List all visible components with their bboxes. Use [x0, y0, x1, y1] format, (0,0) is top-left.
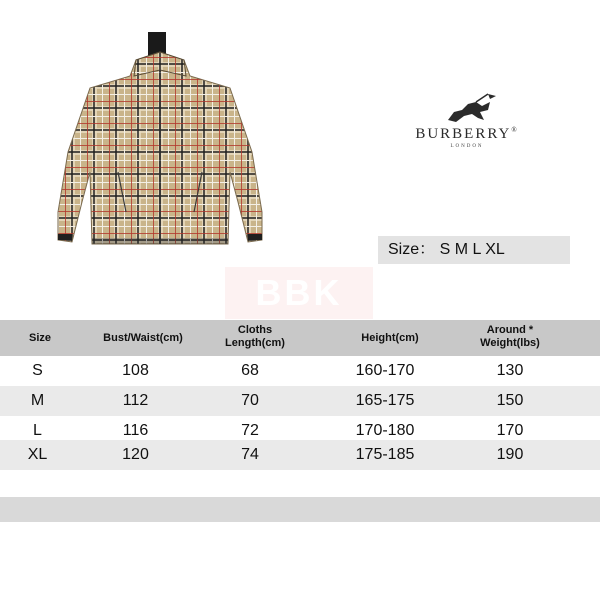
product-image [40, 32, 280, 257]
watermark: BBK [225, 267, 373, 319]
available-sizes-label [378, 236, 570, 264]
cell-length: 74 [241, 446, 259, 463]
cell-bust: 108 [122, 362, 149, 379]
size-title: Size： [388, 241, 436, 258]
cell-height: 160-170 [355, 362, 415, 379]
header-weight: Around * Weight(lbs) [480, 324, 540, 349]
cell-height: 165-175 [355, 392, 415, 409]
cell-length: 72 [241, 422, 259, 439]
size-table-header [0, 320, 600, 356]
header-length: Cloths Length(cm) [225, 324, 285, 349]
cell-bust: 116 [122, 422, 149, 439]
header-size: Size [28, 332, 51, 344]
header-bust: Bust/Waist(cm) [103, 332, 183, 344]
cell-size: XL [27, 446, 48, 463]
cell-size: S [32, 362, 43, 379]
equestrian-knight-icon [392, 92, 542, 126]
brand-location: LONDON [450, 144, 484, 149]
table-row [0, 356, 600, 386]
cell-weight: 130 [496, 362, 524, 379]
size-values: S M L XL [439, 241, 505, 258]
cell-bust: 112 [122, 392, 149, 409]
cell-bust: 120 [122, 446, 149, 463]
table-row [0, 386, 600, 416]
table-row [0, 440, 600, 470]
cell-weight: 190 [496, 446, 524, 463]
cell-height: 175-185 [355, 446, 415, 463]
cell-weight: 150 [496, 392, 524, 409]
brand-wordmark: BURBERRY® [415, 126, 519, 142]
cell-height: 170-180 [355, 422, 415, 439]
header-height: Height(cm) [361, 332, 419, 344]
cell-length: 70 [241, 392, 259, 409]
footer-bar [0, 497, 600, 522]
jacket-illustration [40, 32, 280, 257]
brand-logo [392, 92, 542, 154]
cell-size: L [33, 422, 42, 439]
cell-length: 68 [241, 362, 259, 379]
cell-weight: 170 [496, 422, 524, 439]
cell-size: M [30, 392, 45, 409]
